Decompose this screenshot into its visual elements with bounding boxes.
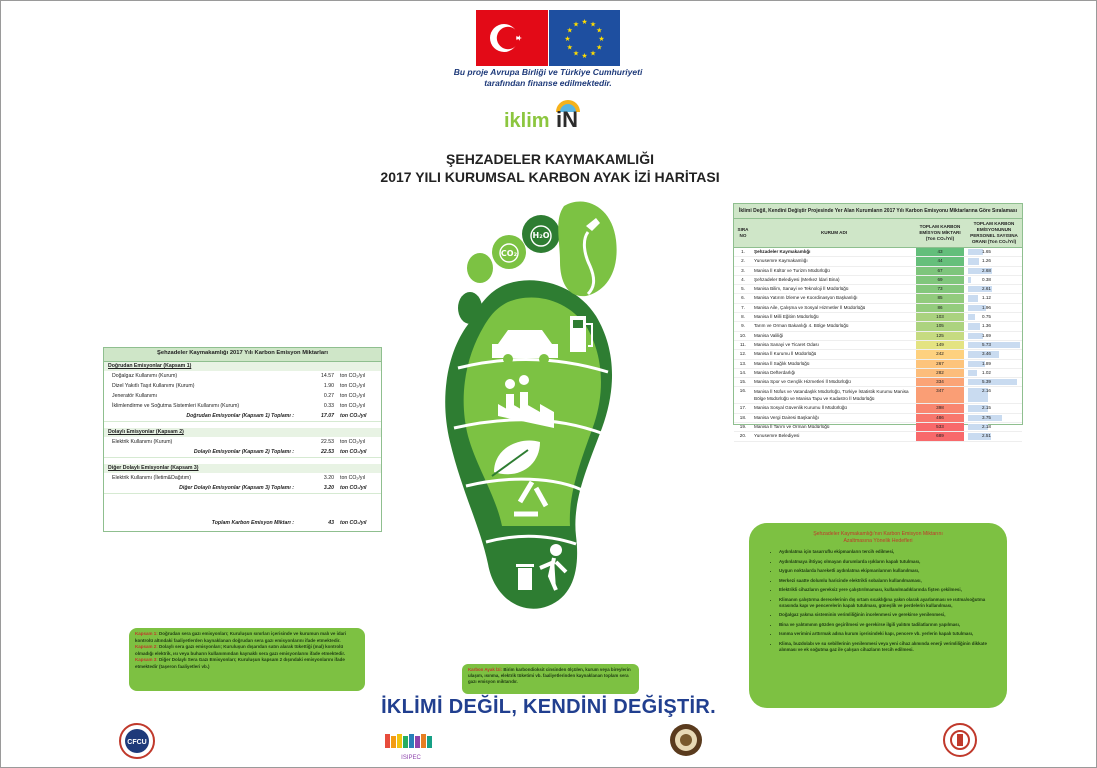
ranking-row — [734, 267, 1022, 276]
funding-note-line2: tarafından finanse edilmektedir. — [484, 78, 612, 88]
per-person-value: 1.96 — [982, 304, 991, 310]
emission-per-person — [968, 313, 1020, 321]
institution-name: Manisa Sanayi ve Ticaret Odası — [754, 341, 819, 347]
scope2-text: Dolaylı sera gazı emisyonları; Kuruluşun dışarıdan satın alarak tükettiği (mal) kontrolü olmadığı elektrik, ısı veya buharın kullanımından kaynaklı sera gazı emisyonlarını ifade etmektedir. — [135, 644, 346, 656]
emission-total: 334 — [916, 378, 964, 386]
emission-total: 398 — [916, 404, 964, 412]
emission-per-person — [968, 304, 1020, 312]
emission-per-person — [968, 414, 1020, 422]
goal-item: • Isınma verimini arttırmak adına kurum içerisindeki kapı, pencere vb. yerlerin kapalı tutulması, — [779, 631, 997, 637]
seal-logo — [668, 722, 704, 763]
emission-total: 689 — [916, 432, 964, 440]
scope2-key: Kapsam 2: — [135, 644, 158, 650]
table-row — [104, 473, 381, 483]
emission-per-person — [968, 350, 1020, 358]
scope1-header: Doğrudan Emisyonlar (Kapsam 1) — [104, 362, 381, 371]
emission-per-person — [968, 285, 1020, 293]
scope3-total-row — [104, 483, 381, 493]
table-row — [104, 391, 381, 401]
per-person-value: 1.65 — [982, 249, 991, 254]
eu-flag-icon — [549, 10, 620, 66]
institution-name: Manisa İl Tarım ve Orman Müdürlüğü — [754, 424, 830, 430]
goal-item: • Uygun noktalarda hareketli aydınlatma ekipmanlarının kullanılması, — [779, 568, 997, 574]
ranking-row — [734, 387, 1022, 404]
ranking-table-header — [734, 219, 1022, 248]
institution-name: Manisa Vergi Dairesi Başkanlığı — [754, 414, 819, 420]
row-value: 1.90 — [323, 383, 334, 389]
rank-number: 18. — [739, 414, 747, 420]
ministry-logo — [942, 722, 978, 763]
scope1-key: Kapsam 1: — [135, 631, 158, 636]
row-value: 0.27 — [323, 393, 334, 399]
scope3-text: Diğer Dolaylı Sera Gazı Emisyonları; Kuruluşun kapsam 2 dışındaki emisyonlarını ifade etmektedir (taşeron faaliyetleri vb.) — [135, 657, 345, 669]
total-unit: ton CO₂/yıl — [340, 413, 367, 419]
total-value: 22.53 — [321, 449, 334, 455]
rank-number: 8. — [741, 314, 745, 320]
total-value: 17.07 — [321, 413, 334, 419]
per-person-value: 3.75 — [982, 414, 991, 420]
carbon-footprint-definition — [462, 664, 639, 694]
goals-title-line2: Azaltmasına Yönelik Hedefleri — [843, 538, 913, 544]
per-person-value: 2.15 — [982, 405, 991, 411]
title-line2: 2017 YILI KURUMSAL KARBON AYAK İZİ HARİTASI — [380, 169, 720, 185]
ranking-row — [734, 423, 1022, 432]
institution-name: Manisa Valiliği — [754, 332, 784, 338]
eu-star-icon: ★ — [566, 27, 573, 35]
per-person-value: 1.12 — [982, 295, 991, 301]
per-person-bar — [968, 258, 979, 264]
row-label: Elektrik Kullanımı (Kurum) — [112, 439, 173, 445]
per-person-value: 2.61 — [982, 286, 991, 292]
grand-total-label: Toplam Karbon Emisyon Miktarı : — [211, 520, 294, 526]
row-unit: ton CO₂/yıl — [340, 439, 366, 445]
emission-per-person — [968, 257, 1020, 265]
scope3-definition — [135, 657, 359, 670]
per-person-value: 1.36 — [982, 323, 991, 329]
ranking-row — [734, 304, 1022, 313]
row-value: 22.53 — [321, 439, 334, 445]
row-unit: ton CO₂/yıl — [340, 393, 366, 399]
table-row — [104, 437, 381, 447]
institution-name: Manisa Sosyal Güvenlik Kurumu İl Müdürlüğü — [754, 405, 847, 411]
institution-name: Manisa Defterdarlığı — [754, 369, 796, 375]
ranking-table — [733, 203, 1023, 439]
emission-per-person — [968, 294, 1020, 302]
ranking-row — [734, 332, 1022, 341]
institution-name: Manisa İl Kültür ve Turizm Müdürlüğü — [754, 267, 830, 273]
goals-box — [749, 523, 1007, 708]
title-line1: ŞEHZADELER KAYMAKAMLIĞI — [446, 151, 654, 167]
goals-title — [749, 523, 1007, 545]
emission-per-person — [968, 248, 1020, 256]
per-person-bar — [968, 342, 1020, 348]
rank-number: 9. — [741, 323, 745, 329]
emission-total: 103 — [916, 313, 964, 321]
per-person-value: 2.51 — [982, 433, 991, 439]
scope2-definition — [135, 644, 359, 657]
flags-logo — [476, 10, 620, 66]
total-label: Doğrudan Emisyonlar (Kapsam 1) Toplamı : — [186, 413, 294, 419]
row-label: İklimlendirme ve Soğutma Sistemleri Kullanımı (Kurum) — [112, 403, 240, 409]
per-person-bar — [968, 379, 1017, 385]
funding-note — [440, 67, 656, 89]
per-person-value: 1.89 — [982, 360, 991, 366]
eu-star-icon: ★ — [581, 53, 588, 60]
row-label: Dizel Yakıtlı Taşıt Kullanımı (Kurum) — [112, 383, 195, 389]
eu-star-icon: ★ — [581, 19, 588, 26]
per-person-value: 1.02 — [982, 369, 991, 375]
ranking-row — [734, 257, 1022, 266]
eu-star-icon: ★ — [596, 27, 603, 35]
emission-per-person — [968, 423, 1020, 431]
rank-number: 7. — [741, 304, 745, 310]
rank-number: 14. — [739, 369, 747, 375]
row-unit: ton CO₂/yıl — [340, 403, 366, 409]
eu-star-icon: ★ — [589, 21, 597, 29]
eu-star-icon: ★ — [566, 44, 573, 52]
per-person-bar — [968, 323, 980, 329]
emission-total: 533 — [916, 423, 964, 431]
per-person-value: 0.75 — [982, 314, 991, 320]
emission-total: 73 — [916, 285, 964, 293]
rank-number: 5. — [741, 286, 745, 292]
emission-per-person — [968, 276, 1020, 284]
funding-note-line1: Bu proje Avrupa Birliği ve Türkiye Cumhuriyeti — [453, 67, 643, 77]
emission-total: 43 — [916, 248, 964, 256]
rank-number: 1. — [741, 249, 745, 254]
ranking-row — [734, 313, 1022, 322]
ranking-table-title: İklimi Değil, Kendini Değiştir Projesinde Yer Alan Kurumların 2017 Yılı Karbon Emisyonu Miktarlarına Göre Sıralaması — [734, 204, 1022, 219]
emission-total: 85 — [916, 294, 964, 302]
cfcu-logo — [118, 722, 156, 765]
emissions-table — [103, 347, 382, 532]
institution-name: Tarım ve Orman Bakanlığı 4. Bölge Müdürlüğü — [754, 323, 849, 329]
total-label: Dolaylı Emisyonlar (Kapsam 2) Toplamı : — [193, 449, 294, 455]
emission-total: 105 — [916, 322, 964, 330]
scope3-header: Diğer Dolaylı Emisyonlar (Kapsam 3) — [104, 464, 381, 473]
per-person-value: 2.18 — [982, 424, 991, 430]
per-person-value: 2.68 — [982, 267, 991, 273]
rank-number: 10. — [739, 332, 747, 338]
table-row — [104, 371, 381, 381]
emission-total: 86 — [916, 304, 964, 312]
institution-name: Manisa İl Sağlık Müdürlüğü — [754, 360, 810, 366]
emission-per-person — [968, 369, 1020, 377]
iklimin-logo-text-b: iN — [556, 107, 578, 130]
rank-number: 11. — [739, 341, 747, 347]
scope2-header: Dolaylı Emisyonlar (Kapsam 2) — [104, 428, 381, 437]
scope2-section — [104, 428, 381, 458]
per-person-value: 5.73 — [982, 341, 991, 347]
emission-total: 347 — [916, 387, 964, 403]
scope2-total-row — [104, 447, 381, 457]
institution-name: Manisa Yatırım İzleme ve Koordinasyon Başkanlığı — [754, 295, 858, 301]
ranking-row — [734, 414, 1022, 423]
row-label: Elektrik Kullanımı (İletim&Dağıtım) — [112, 475, 191, 481]
ranking-row — [734, 432, 1022, 441]
goal-item: • Klima, buzdolabı ve su sebillerinin yenilenmesi veya yeni cihaz alımında enerji verimliliğinin dikkate alınması ve ek soğutma gaz ile çalışan cihazların tercih edilmesi. — [779, 641, 997, 654]
rank-number: 6. — [741, 295, 745, 301]
total-unit: ton CO₂/yıl — [340, 485, 367, 491]
grand-total-value: 43 — [328, 520, 334, 526]
per-person-bar — [968, 314, 975, 320]
ranking-row — [734, 294, 1022, 303]
rank-number: 13. — [739, 360, 747, 366]
institution-name: Manisa İl Nüfus ve Vatandaşlık Müdürlüğü, Türkiye İstatistik Kurumu Manisa Bölge Müdürlüğü ve Manisa Tapu ve Kadastro İl Müdürlüğü — [754, 389, 909, 402]
per-person-bar — [968, 249, 983, 255]
emission-per-person — [968, 332, 1020, 340]
emission-per-person — [968, 360, 1020, 368]
row-label: Doğalgaz Kullanımı (Kurum) — [112, 373, 178, 379]
institution-name: Şehzadeler Belediyesi (Merkez İdari Bina) — [754, 276, 840, 282]
total-unit: ton CO₂/yıl — [340, 449, 367, 455]
emission-per-person — [968, 267, 1020, 275]
scope1-section — [104, 362, 381, 422]
ranking-row — [734, 350, 1022, 359]
emission-total: 242 — [916, 350, 964, 358]
row-value: 0.33 — [323, 403, 334, 409]
scope1-total-row — [104, 411, 381, 421]
scope-definitions-box — [129, 628, 365, 691]
row-label: Jeneratör Kullanımı — [112, 393, 157, 399]
ranking-row — [734, 378, 1022, 387]
per-person-value: 1.69 — [982, 332, 991, 338]
ranking-row — [734, 322, 1022, 331]
ranking-row — [734, 404, 1022, 413]
goal-item: • Aydınlatmaya ihtiyaç olmayan durumlarda ışıkların kapalı tutulması, — [779, 559, 997, 565]
emission-per-person — [968, 341, 1020, 349]
ranking-row — [734, 276, 1022, 285]
goal-item: • Aydınlatma için tasarruflu ekipmanların tercih edilmesi, — [779, 549, 997, 555]
h2o-bubble-icon: H₂O — [532, 231, 550, 240]
eu-star-icon: ★ — [564, 36, 571, 43]
cfcu-logo-text: CFCU — [127, 739, 147, 746]
rank-number: 2. — [741, 258, 745, 264]
ranking-row — [734, 285, 1022, 294]
institution-name: Yunusemre Belediyesi — [754, 433, 800, 439]
isipec-logo — [383, 732, 439, 767]
goal-item: • Doğalgaz yakma sisteminin verimliliğinin incelenmesi ve gerekirse yenilenmesi, — [779, 612, 997, 618]
definition-key: Karbon Ayak İzi: — [468, 667, 503, 672]
row-unit: ton CO₂/yıl — [340, 475, 366, 481]
emission-total: 282 — [916, 369, 964, 377]
emission-total: 149 — [916, 341, 964, 349]
per-person-value: 0.38 — [982, 276, 991, 282]
rank-number: 4. — [741, 276, 745, 282]
rank-number: 20. — [739, 433, 747, 439]
institution-name: Manisa İl Milli Eğitim Müdürlüğü — [754, 314, 819, 320]
scope1-text: Doğrudan sera gazı emisyonları; Kuruluşun sınırları içerisinde ve kurumun malı ve idari kontrolü altındaki faaliyetlerden kaynaklanan doğrudan sera gazı emisyonlarını ifade etmektedir. — [135, 631, 347, 643]
per-person-bar — [968, 295, 978, 301]
eu-star-icon: ★ — [598, 36, 605, 43]
col-no-header: SIRA NO — [737, 227, 749, 238]
row-value: 3.20 — [323, 475, 334, 481]
emission-per-person — [968, 387, 1020, 403]
row-value: 14.57 — [321, 373, 334, 379]
poster-title — [300, 150, 800, 186]
institution-name: Şehzadeler Kaymakamlığı — [754, 249, 811, 254]
emission-total: 486 — [916, 414, 964, 422]
grand-total-unit: ton CO₂/yıl — [340, 520, 367, 526]
institution-name: Yunusemre Kaymakamlığı — [754, 258, 808, 264]
emission-total: 44 — [916, 257, 964, 265]
turkey-flag-icon — [476, 10, 548, 66]
scope3-key: Kapsam 3: — [135, 657, 158, 663]
table-row — [104, 381, 381, 391]
isipec-logo-text: ISIPEC — [401, 755, 421, 761]
eu-star-icon: ★ — [596, 44, 603, 52]
institution-name: Manisa Spor ve Gençlik Hizmetleri İl Müdürlüğü — [754, 379, 851, 385]
institution-name: Manisa İl Kurumu İl Müdürlüğü — [754, 351, 817, 357]
per-person-value: 3.46 — [982, 351, 991, 357]
goal-item: • Merkezi saatte dolumlu haricinde elektrikli sobaların kullanılmaması, — [779, 578, 997, 584]
row-unit: ton CO₂/yıl — [340, 383, 366, 389]
per-person-bar — [968, 370, 977, 376]
eu-star-icon: ★ — [572, 21, 580, 29]
col-per-header: TOPLAM KARBON EMİSYONUNUN PERSONEL SAYISINA ORANI (Ton CO₂/Yıl) — [970, 221, 1018, 244]
iklimin-logo-text-a: iklim — [504, 110, 550, 130]
slogan: İKLİMİ DEĞİL, KENDİNİ DEĞİŞTİR. — [381, 696, 716, 718]
eu-star-icon: ★ — [572, 50, 580, 58]
rank-number: 3. — [741, 267, 745, 273]
emission-per-person — [968, 404, 1020, 412]
emission-total: 267 — [916, 360, 964, 368]
rank-number: 12. — [739, 351, 747, 357]
emission-total: 125 — [916, 332, 964, 340]
rank-number: 15. — [739, 379, 747, 385]
goals-title-line1: Şehzadeler Kaymakamlığı'nın Karbon Emisyon Miktarını — [813, 531, 943, 537]
per-person-value: 2.16 — [982, 388, 991, 394]
per-person-value: 1.26 — [982, 258, 991, 264]
table-row — [104, 401, 381, 411]
per-person-bar — [968, 277, 971, 283]
institution-name: Manisa Aile, Çalışma ve Sosyal Hizmetler İl Müdürlüğü — [754, 304, 866, 310]
co2-bubble-icon: CO₂ — [500, 249, 518, 258]
eu-star-icon: ★ — [589, 50, 597, 58]
goal-item: • Klimanın çalıştırma derecelerinin dış ortam sıcaklığına yakın olarak ayarlanması ve ısıtma/soğutma sırasında kapı ve pencerelerin kapalı tutulması, güneşlik ve perdelerin kullanılması, — [779, 597, 997, 610]
emissions-table-title: Şehzadeler Kaymakamlığı 2017 Yılı Karbon Emisyon Miktarları — [104, 348, 381, 362]
iklimin-logo — [502, 96, 596, 130]
ranking-table-body — [734, 248, 1022, 442]
ranking-row — [734, 248, 1022, 257]
total-value: 3.20 — [323, 485, 334, 491]
ranking-row — [734, 360, 1022, 369]
emission-total: 67 — [916, 267, 964, 275]
emission-total: 69 — [916, 276, 964, 284]
emission-per-person — [968, 378, 1020, 386]
grand-total-row — [104, 518, 381, 528]
institution-name: Manisa Bilim, Sanayi ve Teknoloji İl Müdürlüğü — [754, 286, 849, 292]
per-person-value: 5.39 — [982, 379, 991, 385]
ranking-row — [734, 369, 1022, 378]
emission-per-person — [968, 432, 1020, 440]
footprint-illustration — [436, 196, 622, 616]
row-unit: ton CO₂/yıl — [340, 373, 366, 379]
scope3-section — [104, 464, 381, 494]
emission-per-person — [968, 322, 1020, 330]
rank-number: 16. — [739, 388, 747, 394]
col-name-header: KURUM ADI — [820, 230, 848, 235]
total-label: Diğer Dolaylı Emisyonlar (Kapsam 3) Toplamı : — [179, 485, 294, 491]
goal-item: • Bina ve yalıtımının gözden geçirilmesi ve gerekirse ilgili yalıtım tadilatlarının yapılması, — [779, 622, 997, 628]
goal-item: • Elektrikli cihazların gereksiz yere çalıştırılmaması, kullanılmadıklarında fişten çekilmesi, — [779, 587, 997, 593]
col-total-header: TOPLAM KARBON EMİSYON MİKTARI (Ton CO₂/Yıl) — [919, 224, 961, 241]
rank-number: 17. — [739, 405, 747, 411]
goals-list — [749, 549, 1007, 654]
scope1-definition — [135, 631, 359, 644]
definition-text: Birim karbondioksit cinsinden ölçülen, kurum veya bireylerin ulaşım, ısınma, elektrik tüketimi vb. faaliyetlerinden kaynaklanan toplam sera gazı emisyon miktarıdır. — [468, 667, 631, 684]
ranking-row — [734, 341, 1022, 350]
rank-number: 19. — [739, 424, 747, 430]
